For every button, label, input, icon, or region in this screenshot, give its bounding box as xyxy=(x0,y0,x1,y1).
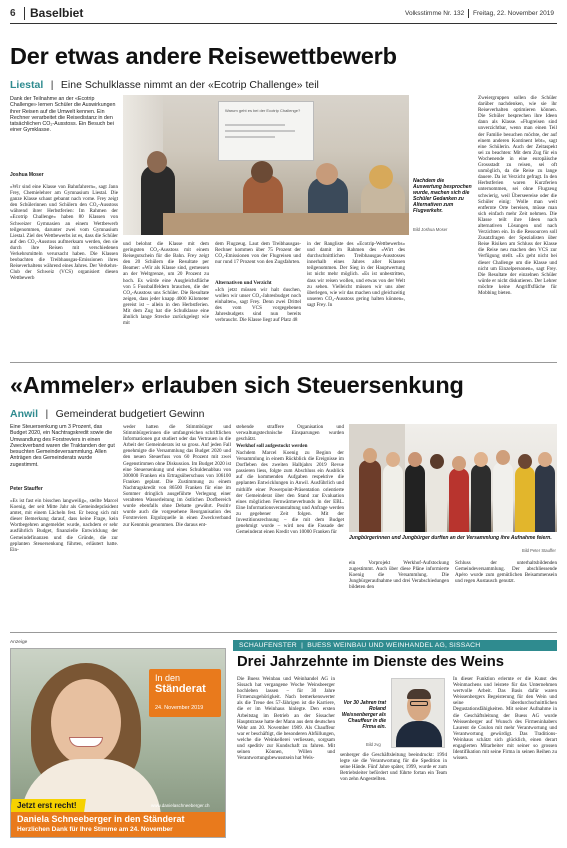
person-5-head xyxy=(452,456,466,471)
article2-caption: Jungbürgerinnen und Jungbürger durften an der Versammlung ihre Aufnahme feiern. xyxy=(349,535,552,541)
person-8-head xyxy=(518,454,532,469)
article2-col3b: Nachdem Marcel Koenig zu Beginn der Versammlung in einem Rückblick die Ereignisse im Dorfleben des zweiten Halbjahrs 2019 Revue passieren liess, folgte zum Abschluss ein Ausblick auf die kommenden Aufgaben respektive die geplanten Entwicklungen in Anwil. Ausführlich und mithilfe einer Powerpoint-Präsentation orientierte der Gemeinderat über den Stand zur Evaluation eines möglichen Fernwärmeverbunds in der EBL. Eine Informationsveranstaltung und Anfrage werden zu gegebener Zeit folgen. Mit der Investitionsrechnung – die mit dem Budget genehmigt wurde – wird neu die Fassade der Gemeinderat einen Kredit von 10000 Franken für xyxy=(236,450,344,536)
slide-line-2 xyxy=(225,130,295,132)
schaufenster-caption: Vor 30 Jahren trat Roland Weissenberger als Chauffeur in die Firma ein. xyxy=(341,700,386,730)
issue-date: Freitag, 22. November 2019 xyxy=(473,10,554,17)
ad-cta: Jetzt erst recht! xyxy=(17,801,77,810)
ad-badge-line2: Ständerat xyxy=(155,683,206,695)
header-rule xyxy=(10,23,557,24)
person-2 xyxy=(383,464,403,532)
slide-text: Warum geht es bei der Ecotrip Challenge? xyxy=(225,108,301,113)
portrait-man-hair xyxy=(407,689,431,699)
portrait-man-glasses xyxy=(410,701,428,706)
person-1 xyxy=(359,460,381,532)
article1-col2: und belohnt die Klasse mit dem geringsten CO₂-Ausstoss mit einem Reisegutschein für die Bahn. Frey zeigt den 20 Schülern die Resultate per Beamer: «Wir als Klasse sind, gemessen an der Weltgrenze, um 20 Prozent zu hoch. Es würde eine Ausgleichsfläche von 5 Fussballfeldern brauchen, die der CO₂-Ausstoss uns Schüler. Die Resultate zeigen, dass jeder knapp 4000 Kilometer gereist ist – allein in den Herbstferien. Mit dem Zug hat die Schulklasse eine ähnlich lange Strecke zurückgelegt wie mit xyxy=(123,241,209,327)
ad-badge-date: 24. November 2019 xyxy=(155,705,204,711)
schaufenster-col1: Die Buess Weinbau und Weinhandel AG in Sissach hat vergangene Woche Weinsbeerger hochleben lassen – für 30 Jahre Firmenzugehörigkeit. Nach bemerkenswerter als die Treue des 57-Jährigen ist die Karriere, die er im Weinhaus hinlegte. Den ersten Arbeitstag im Betrieb an der Sissacher Hauptstrasse hatte der Mann aus dem deutschen Wehr am 20. November 1989. Als Chauffeur war er beschäftigt, die besonderen Abfüllungen, welche die Weinkellerei verliessen, sorgsam und speditiv zur Kundschaft zu fahren. Mit seinen Können, Willen und Verantwortungsbewusstsein hat Wels- xyxy=(237,676,335,762)
ad-name-banner xyxy=(11,812,226,838)
slide-line xyxy=(225,124,285,126)
header-divider xyxy=(24,7,25,20)
portrait-man-body xyxy=(396,721,442,748)
header-divider-2 xyxy=(468,9,469,18)
article2-credit: Bild Peter Stauffer xyxy=(522,548,556,553)
article2-dateline xyxy=(10,404,204,422)
student-figure-2-head xyxy=(251,161,273,183)
article1-dateline xyxy=(10,75,319,93)
person-8 xyxy=(515,466,535,532)
article1-lead: Dank der Teilnahme an der «Ecotrip Challenge» lernen Schüler die Auswirkungen ihrer Reisen auf die Umwelt kennen. Ein Rechner verarbeitet die Reisedistanz in den tatsächlichen CO₂-Ausstoss. Ein Besuch bei einer Gymklasse. xyxy=(10,96,116,134)
article2-author: Peter Stauffer xyxy=(10,486,43,492)
article1-credit: Bild Joshua Moser xyxy=(413,227,448,232)
person-9-head xyxy=(538,452,552,467)
person-4-head xyxy=(430,454,444,469)
article1-col4: in der Rangliste des «Ecotrip-Wettbewerbs» und damit im Rahmen des «Wirt des durchschnittlichen Treibhausgas-Ausstosses innerhalb eines Jahres aller Klassen teilgenommen. Der Sieg in der Hauptwertung ist nicht mehr möglich. «Es ist unbestritten, dass wir reisen wollen, und etwas von der Welt zu sehen. Vielleicht müssen wir uns aber überlegen, wie wir das machen und gleichzeitig unseren CO₂-Ausstoss gering halten können», sagt Frey. In xyxy=(307,241,405,308)
person-3 xyxy=(405,464,425,532)
article-separator-1 xyxy=(10,362,557,363)
ad-name-line: Daniela Schneeberger in den Ständerat xyxy=(17,814,185,824)
person-1-head xyxy=(363,448,377,463)
campaign-ad[interactable] xyxy=(10,648,226,838)
article1-col1: «Wir sind eine Klasse von Bahnfahrern», sagt Jann Frey, Chemielehrer am Gymnasium Liestal. Die ganze Klasse schaut gebannt nach vorne. Frey zeigt den Schülerinnen und Schülern den CO₂-Ausstoss während ihrer Herbstferien: Im Rahmen der «Ecotrip Challenge» haben 80 Klassen von Schweizer Gymnasien an einem Wettbewerb teilgenommen, darunter zwei vom Gymnasium Liestal. Ziel des Wettbewerbs ist es, dass die Schüler auf den CO₂-Ausstoss aufmerksam werden, den sie durch ihre Reisen mit verschiedenen Verkehrsmitteln verursacht haben. Die Klassen beobachten die Treibhausgas-Emissionen ihres Reiseverhaltens während eines Jahres. Der Verkehrs-Club der Schweiz (VCS) organisiert diesen Wettbewerb xyxy=(10,184,118,282)
article2-col4: ein Vorprojekt Werkhof-Aufstockung zugestimmt. Auch über diese Pläne informierte Koenig die Versammlung. Die Jungbürgeraufnahme und drei Verabschiedungen bildeten den xyxy=(349,560,449,591)
slide-line-3 xyxy=(225,136,275,138)
person-2-head xyxy=(386,452,400,467)
schaufenster-banner xyxy=(233,640,557,651)
article2-col1: «Es ist fast ein bisschen langweilig», stellte Marcel Koenig, der seit Mitte Jahr als Gemeindepräsident amtet, mit einem Lächeln fest. Er bezog sich mit dieser Bemerkung darauf, dass keine Frage, kein Wortbegehren angemeldet wurde, nachdem er sehr ausführlich Budget, finanzielle Entwicklung der Gemeindefinanzen und die Gründe, die zur geplanten Steuersenkung führten, erläutert hatte. Ein- xyxy=(10,498,118,553)
article2-headline: «Ammeler» erlauben sich Steuersenkung xyxy=(10,372,464,398)
issue-number: Volksstimme Nr. 132 xyxy=(405,10,465,17)
article1-col3: dem Flugzeug. Laut dem Treibhausgas-Rechner kommen über 75 Prozent der CO₂-Emissionen von der Flugreisen und nur rund 17 Prozent von den Zugsfahrten. xyxy=(215,241,301,266)
person-4 xyxy=(427,466,447,532)
article1-dateline-sep: | xyxy=(50,79,54,91)
article1-subheadline: Eine Schulklasse nimmt an der «Ecotrip Challenge» teil xyxy=(60,79,319,91)
article2-lead: Eine Steuersenkung um 3 Prozent, das Budget 2020, ein Nachtragskredit sowie die Umwandlung des Forstreviers in einen Zweckverband waren die Traktanden der gut besuchten Gemeindeversammlung. Allen Anträgen des Gemeinderats wurde zugestimmt. xyxy=(10,424,115,468)
ad-url[interactable]: www.danielaschneeberger.ch xyxy=(151,803,210,808)
ad-cta-banner xyxy=(10,799,86,812)
person-7-head xyxy=(496,450,510,465)
article2-photo xyxy=(349,424,557,532)
article2-col2: weder hatten die Stimmbürger und Stimmbürgerinnen die umfangreichen schriftlichen Informationen gut studiert oder das Vertrauen in die Arbeit der Gemeinderats ist so gross. Auf jeden Fall genehmigte die Versammlung das Budget 2020 und den neuen Steuerfuss von 60 Prozent mit zwei Gegenstimmen ohne Diskussion. Im Budget 2020 ist eine Steuersenkung und eines Schuldenabbau von 300000 Franken ein Ertragsüberschuss von 106100 Franken geplant. Die Zustimmung zu einem Nachtragskredit von 86500 Franken für eine im Sommer dringlich ausgeführte Verlegung einer veralteten Wasserleitung im östlichen Dorfbereich wurde ebenfalls ohne Debatte gewährt. Positiv wurde auch die vorgesehene Reorganisation des Forstreviers Ergolzquelle in einen Zweckverband zur Kenntnis genommen. Die daraus ent- xyxy=(123,424,231,528)
ad-label: Anzeige xyxy=(10,640,28,645)
person-6-head xyxy=(474,452,488,467)
article2-location: Anwil xyxy=(10,408,38,420)
portrait-face xyxy=(51,679,121,765)
schaufenster-portrait xyxy=(391,678,445,748)
article2-dateline-sep: | xyxy=(45,408,49,420)
portrait-smile xyxy=(69,737,103,747)
article1-headline: Der etwas andere Reisewettbewerb xyxy=(10,43,397,69)
article1-col5: Zweiergruppen sollen die Schüler darüber nachdenken, wie sie ihr Reiseverhalten optimieren können. Die Schüler besprechen ihre Ideen dann als Klasse. «Flugreisen sind unverzichtbar, wenn man einen Teil der Familie besuchen möchte, der auf einem anderen Kontinent lebt», sagt eine Schülerin. Auch der Zeitaspekt sei zu beachten: Mit dem Zug für ein Wochenende in eine europäische Grossstadt zu reisen, sei oft unmöglich, da die Reise zu lange dauere. Da ist Verzicht gefragt. In den Herbstferien waren Kurzferien unternommen, sei ohne Flugzeug schwierig, weil Überseereise oder die Schüler einig: Wolle man weit entfernte Orte bereisen, müsse man sich einfach mehr Zeit nehmen. Die Klasse teilt ihre Ideen nach alternativen Lösungen und nach Verzichten ein. In die Ressourcen soll Zusatzfragen der Spezialisten über Reise Risiken am Schluss der Klasse die Reise neu machen den VCS zur Verfügung stellt. «Es geht nicht bei dieser Challenge um die Klasse und nicht um Einzelpersonen», sagt Frey. Die Resultate der einzelnen Schüler würde er nicht diskutieren. Der Lehrer möchte keine Angriffsfläche für Mobbing bieten. xyxy=(478,95,557,296)
article1-col3-subhead: Alternativen und Verzicht xyxy=(215,280,272,286)
person-3-head xyxy=(408,452,422,467)
schaufenster-headline: Drei Jahrzehnte im Dienste des Weins xyxy=(237,654,504,670)
article1-caption: Nachdem die Auswertung besprochen wurde, machen sich die Schüler Gedanken zu Alternativen zum Flugverkehr. xyxy=(413,178,472,214)
schaufenster-credit: Bild zvg xyxy=(366,742,381,747)
schaufenster-col3: In dieser Funktion erlernte er die Kunst des Weinmachens und leistete für das Unternehmen wertvolle Arbeit. Das Basis dafür waren Weissenbergers Begeisterung für den Wein und seine überdurchschnittlichen Degustationsfähigkeiten. Mit seiner Aufnahme in die Geschäftsleitung der Buess AG wurde Weissenberger auf Wunsch des Firmeninhabers Laurent de Coulon mit mehr Verantwortung und Verantwortung gewürdigt. Das Traditions-Weinhaus schätzt sich glücklich, einen derart engagierten Mitarbeiter mit seiner so grossen Identifikation mit seine Firma in seinen Reihen zu wissen. xyxy=(453,676,557,762)
article2-col3-subhead: Werkhof soll aufgestockt werden xyxy=(236,443,308,449)
person-7 xyxy=(493,462,513,532)
page-header xyxy=(10,6,557,22)
desk xyxy=(163,213,409,235)
page-number: 6 xyxy=(10,8,16,19)
ad-thanks-line: Herzlichen Dank für Ihre Stimme am 24. November xyxy=(17,826,173,833)
projector-screen xyxy=(218,101,314,161)
article2-col5: Schluss der unterhaltsbildenden Gemeindeversammlung. Der abschliessende Apéro wurde zum gemütlichen Beisammensein und regen Austausch genutzt. xyxy=(455,560,557,585)
article1-location: Liestal xyxy=(10,79,44,91)
ad-badge-line1: In den xyxy=(155,673,181,683)
ad-badge xyxy=(149,669,221,717)
article2-subheadline: Gemeinderat budgetiert Gewinn xyxy=(55,408,205,420)
section-title: Baselbiet xyxy=(30,6,84,20)
person-6 xyxy=(471,464,491,532)
article2-col3: stehende straffere Organisation und verwaltungstechnische Einsparungen wurden geschätzt. xyxy=(236,424,344,443)
article-separator-2 xyxy=(10,632,557,633)
person-9 xyxy=(535,464,555,532)
person-5 xyxy=(449,468,469,532)
student-figure-head xyxy=(147,151,167,173)
student-figure-3-head xyxy=(316,163,338,185)
schaufenster-col2: senberger die Geschäftsleitung beeindruckt: 1994 legte sie die Verantwortung für die Spedition in seine Hände. Fünf Jahre später, 1999, wurde er zum Betriebsleiter befördert und führte fortan ein Team von zehn Angestellten. xyxy=(340,752,447,783)
article1-col3b: «Ich jetzt müssen wir halt duschen, wollen wir unser CO₂-Jahresbudget noch einhalten», sagt Frey. Denn zwei Drittel des vom VCS vorgegebenen Jahresbudgets sind nun bereits verbraucht. Die Klasse liegt auf Platz 48 xyxy=(215,287,301,324)
schaufenster-banner-text: SCHAUFENSTER | BUESS WEINBAU UND WEINHANDEL AG, SISSACH xyxy=(239,641,481,649)
student-figure-4-head xyxy=(369,165,393,189)
article1-photo xyxy=(123,95,409,235)
article1-author: Joshua Moser xyxy=(10,172,44,178)
